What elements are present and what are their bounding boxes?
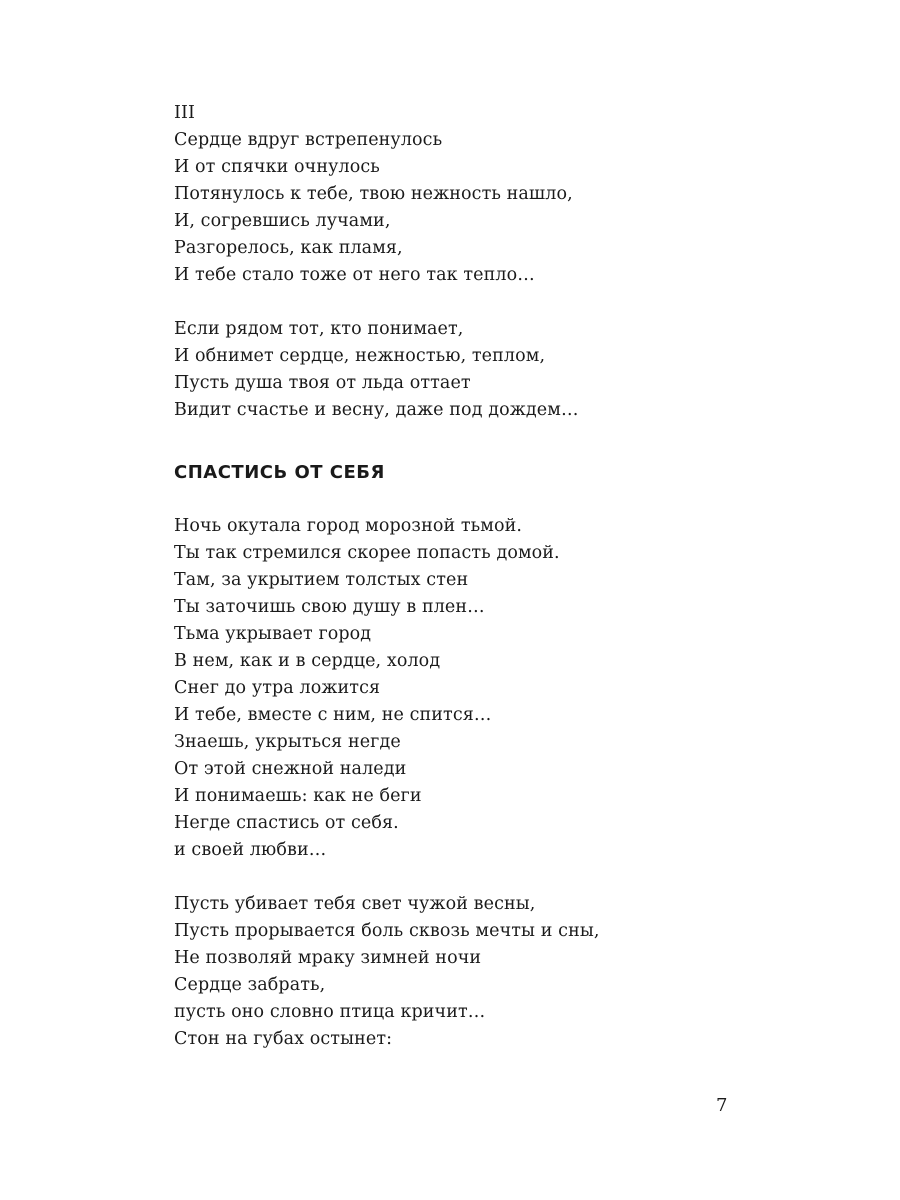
verse-line: Пусть убивает тебя свет чужой весны,: [174, 894, 536, 914]
verse-line: Не позволяй мраку зимней ночи: [174, 948, 482, 968]
verse-line: и своей любви…: [174, 840, 327, 860]
verse-line: пусть оно словно птица кричит…: [174, 1002, 486, 1022]
verse-line: И тебе стало тоже от него так тепло…: [174, 265, 535, 285]
stanza-3: [174, 513, 794, 864]
verse-line: Если рядом тот, кто понимает,: [174, 319, 464, 339]
verse-line: И, согревшись лучами,: [174, 211, 391, 231]
verse-line: Ты заточишь свою душу в плен…: [174, 597, 485, 617]
stanza-2: [174, 316, 794, 424]
verse-line: Тьма укрывает город: [174, 624, 372, 644]
page-number: 7: [716, 1095, 728, 1116]
verse-line: Знаешь, укрыться негде: [174, 732, 401, 752]
verse-line: И обнимет сердце, нежностью, теплом,: [174, 346, 546, 366]
verse-line: И понимаешь: как не беги: [174, 786, 422, 806]
part-number: III: [174, 103, 196, 123]
verse-line: В нем, как и в сердце, холод: [174, 651, 441, 671]
stanza-1: [174, 127, 794, 289]
verse-line: Разгорелось, как пламя,: [174, 238, 403, 258]
stanza-gap: [174, 289, 794, 316]
verse-line: Там, за укрытием толстых стен: [174, 570, 469, 590]
verse-line: Сердце забрать,: [174, 975, 326, 995]
poem-title: СПАСТИСЬ ОТ СЕБЯ: [174, 462, 385, 483]
verse-line: И тебе, вместе с ним, не спится…: [174, 705, 492, 725]
verse-line: Стон на губах остынет:: [174, 1029, 393, 1049]
verse-line: Пусть душа твоя от льда оттает: [174, 373, 471, 393]
stanza-4: [174, 891, 794, 1053]
text-column: [174, 100, 794, 1053]
verse-line: Ты так стремился скорее попасть домой.: [174, 543, 560, 563]
verse-line: Видит счастье и весну, даже под дождем…: [174, 400, 579, 420]
stanza-gap: [174, 864, 794, 891]
verse-line: От этой снежной наледи: [174, 759, 407, 779]
verse-line: Сердце вдруг встрепенулось: [174, 130, 443, 150]
verse-line: Снег до утра ложится: [174, 678, 381, 698]
verse-line: Негде спастись от себя.: [174, 813, 399, 833]
verse-line: Пусть прорывается боль сквозь мечты и сны,: [174, 921, 600, 941]
verse-line: Ночь окутала город морозной тьмой.: [174, 516, 523, 536]
verse-line: Потянулось к тебе, твою нежность нашло,: [174, 184, 573, 204]
verse-line: И от спячки очнулось: [174, 157, 380, 177]
